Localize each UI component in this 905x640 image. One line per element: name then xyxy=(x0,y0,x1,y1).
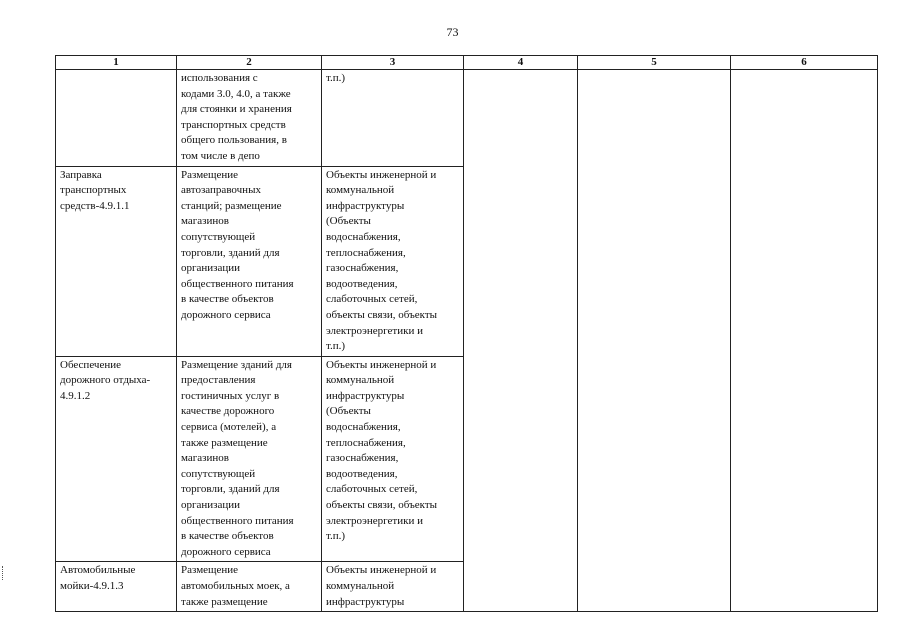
header-col-3: 3 xyxy=(322,56,464,70)
cell-col-6 xyxy=(731,70,878,612)
cell-text: использования с кодами 3.0, 4.0, а также для стоянки и хранения транспортных средств общего пользования, в том числе в депо xyxy=(181,72,292,162)
page-number: 73 xyxy=(446,25,459,39)
cell-description xyxy=(177,70,322,167)
header-col-4: 4 xyxy=(464,56,578,70)
cell-auxiliary xyxy=(322,70,464,167)
cell-use-type xyxy=(56,356,177,562)
cell-description xyxy=(177,562,322,612)
header-col-5: 5 xyxy=(578,56,731,70)
cell-auxiliary xyxy=(322,166,464,356)
cell-text: Объекты инженерной и коммунальной инфраструктуры (Объекты водоснабжения, теплоснабжения, газоснабжения, водоотведения, слаботочных сетей, объекты связи, объекты электроэнергетики и т.п.) xyxy=(326,168,438,353)
cell-text: Объекты инженерной и коммунальной инфраструктуры (Объекты водоснабжения, теплоснабжения, газоснабжения, водоотведения, слаботочных сетей, объекты связи, объекты электроэнергетики и т.п.) xyxy=(326,358,438,543)
cell-use-type xyxy=(56,562,177,612)
cell-auxiliary xyxy=(322,562,464,612)
header-col-2: 2 xyxy=(177,56,322,70)
cell-text: Размещение зданий для предоставления гостиничных услуг в качестве дорожного сервиса (мотелей), а также размещение магазинов сопутствующей торговли, зданий для организации общественного питания в качестве объектов дорожного сервиса xyxy=(181,358,294,558)
cell-auxiliary xyxy=(322,356,464,562)
header-col-6: 6 xyxy=(731,56,878,70)
cell-use-type xyxy=(56,166,177,356)
cell-text: Размещение автомобильных моек, а также размещение xyxy=(181,564,290,608)
cell-description xyxy=(177,356,322,562)
cell-description xyxy=(177,166,322,356)
cell-text: Размещение автозаправочных станций; размещение магазинов сопутствующей торговли, зданий для организации общественного питания в качестве объектов дорожного сервиса xyxy=(181,168,294,321)
cell-text: Заправка транспортных средств-4.9.1.1 xyxy=(60,168,130,212)
cell-text: т.п.) xyxy=(326,72,346,84)
regulations-table xyxy=(55,55,878,612)
cell-use-type xyxy=(56,70,177,167)
header-row xyxy=(56,56,878,70)
header-col-1: 1 xyxy=(56,56,177,70)
cell-text: Автомобильные мойки-4.9.1.3 xyxy=(60,564,136,592)
cell-text: Обеспечение дорожного отдыха- 4.9.1.2 xyxy=(60,358,151,402)
cell-col-4 xyxy=(464,70,578,612)
scan-edge-mark xyxy=(2,566,6,580)
cell-col-5 xyxy=(578,70,731,612)
cell-text: Объекты инженерной и коммунальной инфраструктуры xyxy=(326,564,437,608)
table-row xyxy=(56,70,878,167)
